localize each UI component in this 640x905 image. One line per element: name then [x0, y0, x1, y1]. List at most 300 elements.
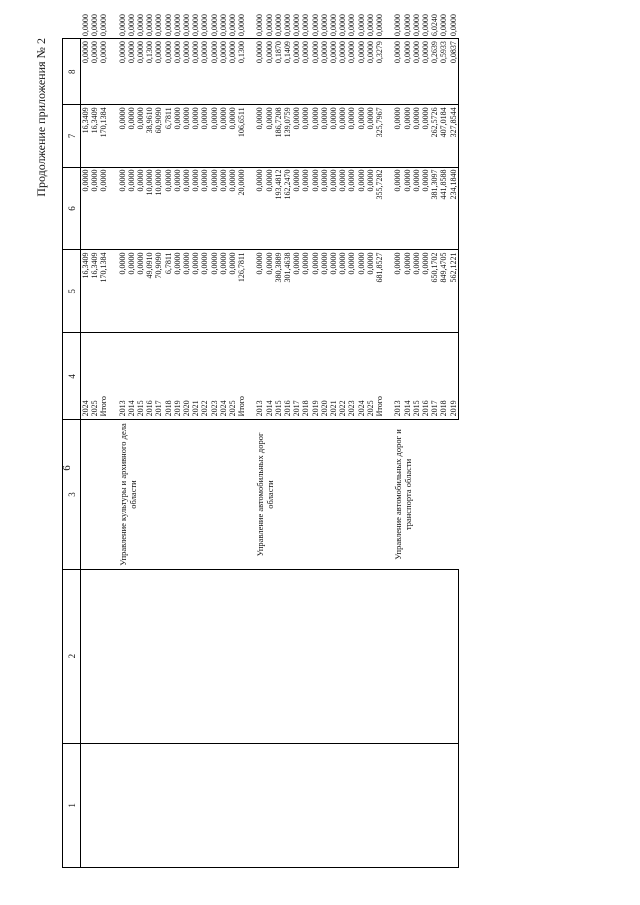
empty-cell — [384, 420, 393, 569]
empty-cell — [246, 105, 255, 167]
value-cell-c5: 0,0000 — [265, 167, 274, 250]
cell-col-2 — [228, 569, 237, 743]
empty-cell — [109, 569, 118, 743]
value-cell-c6: 0,0000 — [320, 105, 329, 167]
appendix-table — [62, 14, 459, 868]
empty-cell — [384, 39, 393, 105]
table-row — [81, 39, 91, 868]
value-cell-c6: 0,0000 — [118, 105, 127, 167]
value-cell-c7: 0,0000 — [136, 39, 145, 105]
value-cell-c7: 0,0000 — [164, 39, 173, 105]
value-cell-c6: 0,0000 — [219, 105, 228, 167]
cell-col-2 — [90, 569, 99, 743]
value-cell-c5: 0,0000 — [366, 167, 375, 250]
value-cell-c7: 0,2639 — [430, 39, 439, 105]
value-cell-c7: 0,0000 — [182, 39, 191, 105]
empty-cell — [109, 39, 118, 105]
value-cell-c5: 0,0000 — [200, 167, 209, 250]
value-cell-c5: 0,0000 — [329, 167, 338, 250]
year-cell: Итого — [99, 333, 108, 420]
cell-col-2 — [164, 569, 173, 743]
cell-col-2 — [81, 569, 91, 743]
value-cell-c4: 0,0000 — [301, 250, 310, 333]
empty-cell — [109, 105, 118, 167]
value-cell-c6: 0,0000 — [329, 105, 338, 167]
cell-col-1 — [430, 743, 439, 867]
year-cell: 2016 — [283, 333, 292, 420]
empty-cell — [246, 743, 255, 867]
value-cell-c4: 0,0000 — [118, 250, 127, 333]
value-cell-c6: 325,7967 — [375, 105, 384, 167]
value-cell-c4: 0,0000 — [329, 250, 338, 333]
value-cell-c7: 0,1300 — [145, 39, 154, 105]
column-header: 7 — [63, 105, 81, 167]
cell-col-2 — [320, 569, 329, 743]
value-cell-c7: 0,0000 — [210, 39, 219, 105]
value-cell-c6: 0,0000 — [210, 105, 219, 167]
value-cell-c6: 0,0000 — [403, 105, 412, 167]
value-cell-c7: 0,0000 — [173, 39, 182, 105]
empty-cell — [246, 167, 255, 250]
value-cell-c7: 0,0000 — [366, 39, 375, 105]
value-cell-c7: 0,1870 — [274, 39, 283, 105]
value-cell-c5: 0,0000 — [182, 167, 191, 250]
value-cell-c4: 0,0000 — [366, 250, 375, 333]
cell-col-2 — [393, 569, 402, 743]
year-cell: 2025 — [90, 333, 99, 420]
value-cell-c4: 0,0000 — [173, 250, 182, 333]
value-cell-c6: 0,0000 — [347, 105, 356, 167]
value-cell-c6: 0,0000 — [357, 105, 366, 167]
year-cell: 2025 — [366, 333, 375, 420]
value-cell-c6: 6,7811 — [164, 105, 173, 167]
value-cell-c6: 0,0000 — [255, 105, 264, 167]
empty-cell — [109, 333, 118, 420]
value-cell-c4: 0,0000 — [421, 250, 430, 333]
year-cell: 2016 — [421, 333, 430, 420]
value-cell-c7: 0,0000 — [191, 39, 200, 105]
column-header: 2 — [63, 569, 81, 743]
value-cell-c5: 10,0000 — [154, 167, 163, 250]
value-cell-c5: 10,0000 — [145, 167, 154, 250]
value-cell-c5: 0,0000 — [311, 167, 320, 250]
column-number-row — [63, 39, 81, 868]
value-cell-c7: 0,1409 — [283, 39, 292, 105]
year-cell: 2013 — [255, 333, 264, 420]
value-cell-c5: 0,0000 — [403, 167, 412, 250]
cell-col-2 — [292, 569, 301, 743]
cell-col-2 — [430, 569, 439, 743]
cell-col-1 — [283, 743, 292, 867]
value-cell-c4: 0,0000 — [200, 250, 209, 333]
cell-col-1 — [393, 743, 402, 867]
cell-col-2 — [127, 569, 136, 743]
value-cell-c4: 170,1384 — [99, 250, 108, 333]
cell-col-2 — [403, 569, 412, 743]
value-cell-c6: 0,0000 — [412, 105, 421, 167]
value-cell-c6: 0,0000 — [182, 105, 191, 167]
value-cell-c6: 170,1384 — [99, 105, 108, 167]
cell-col-2 — [375, 569, 384, 743]
value-cell-c7: 0,0000 — [118, 39, 127, 105]
value-cell-c5: 381,3097 — [430, 167, 439, 250]
value-cell-c4: 0,0000 — [403, 250, 412, 333]
cell-col-2 — [118, 569, 127, 743]
value-cell-c4: 849,4705 — [439, 250, 448, 333]
value-cell-c7: 0,0000 — [421, 39, 430, 105]
value-cell-c7: 0,0000 — [265, 39, 274, 105]
value-cell-c4: 0,0000 — [347, 250, 356, 333]
value-cell-c5: 234,1840 — [449, 167, 459, 250]
value-cell-c6: 0,0000 — [393, 105, 402, 167]
value-cell-c6: 0,0000 — [292, 105, 301, 167]
value-cell-c4: 0,0000 — [182, 250, 191, 333]
value-cell-c4: 0,0000 — [191, 250, 200, 333]
value-cell-c4: 650,1702 — [430, 250, 439, 333]
value-cell-c7: 0,0000 — [90, 39, 99, 105]
value-cell-c6: 0,0000 — [173, 105, 182, 167]
cell-col-2 — [421, 569, 430, 743]
empty-cell — [384, 743, 393, 867]
cell-col-2 — [265, 569, 274, 743]
value-cell-c6: 0,0000 — [301, 105, 310, 167]
value-cell-c7: 0,0000 — [292, 39, 301, 105]
department-name: Управление автомобильных дорог области — [255, 420, 384, 569]
value-cell-c7: 0,0000 — [357, 39, 366, 105]
value-cell-c6: 0,0000 — [191, 105, 200, 167]
cell-col-1 — [154, 743, 163, 867]
cell-col-2 — [99, 569, 108, 743]
value-cell-c6: 16,3409 — [90, 105, 99, 167]
year-cell: 2013 — [118, 333, 127, 420]
year-cell: Итого — [375, 333, 384, 420]
year-cell: 2021 — [191, 333, 200, 420]
cell-col-1 — [412, 743, 421, 867]
cell-col-2 — [210, 569, 219, 743]
value-cell-c7: 0,0000 — [320, 39, 329, 105]
cell-col-2 — [219, 569, 228, 743]
value-cell-c5: 0,0000 — [228, 167, 237, 250]
cell-col-2 — [154, 569, 163, 743]
year-cell: 2019 — [449, 333, 459, 420]
cell-col-2 — [200, 569, 209, 743]
value-cell-c7: 0,0000 — [412, 39, 421, 105]
value-cell-c5: 162,2470 — [283, 167, 292, 250]
year-cell: 2013 — [393, 333, 402, 420]
cell-col-2 — [357, 569, 366, 743]
value-cell-c6: 0,0000 — [127, 105, 136, 167]
year-cell: 2024 — [357, 333, 366, 420]
value-cell-c7: 0,0000 — [255, 39, 264, 105]
value-cell-c6: 0,0000 — [200, 105, 209, 167]
column-header: 5 — [63, 250, 81, 333]
value-cell-c5: 0,0000 — [421, 167, 430, 250]
value-cell-c4: 562,1221 — [449, 250, 459, 333]
value-cell-c5: 0,0000 — [219, 167, 228, 250]
cell-col-1 — [90, 743, 99, 867]
value-cell-c4: 16,3409 — [81, 250, 91, 333]
cell-col-1 — [320, 743, 329, 867]
column-header: 3 — [63, 420, 81, 569]
value-cell-c4: 6,7811 — [164, 250, 173, 333]
value-cell-c4: 0,0000 — [292, 250, 301, 333]
cell-col-2 — [301, 569, 310, 743]
cell-col-1 — [81, 743, 91, 867]
value-cell-c5: 20,0000 — [237, 167, 246, 250]
year-cell: 2025 — [228, 333, 237, 420]
empty-cell — [246, 420, 255, 569]
cell-col-1 — [237, 743, 246, 867]
value-cell-c4: 0,0000 — [255, 250, 264, 333]
value-cell-c4: 0,0000 — [210, 250, 219, 333]
cell-col-2 — [338, 569, 347, 743]
cell-col-1 — [182, 743, 191, 867]
value-cell-c4: 16,3409 — [90, 250, 99, 333]
cell-col-1 — [136, 743, 145, 867]
empty-cell — [109, 743, 118, 867]
year-cell: 2024 — [81, 333, 91, 420]
block-spacer — [109, 39, 118, 868]
empty-cell — [384, 333, 393, 420]
year-cell: Итого — [237, 333, 246, 420]
cell-col-1 — [421, 743, 430, 867]
value-cell-c5: 0,0000 — [292, 167, 301, 250]
value-cell-c5: 0,0000 — [338, 167, 347, 250]
cell-col-1 — [357, 743, 366, 867]
cell-col-1 — [347, 743, 356, 867]
table-row — [255, 39, 264, 868]
value-cell-c7: 0,1300 — [237, 39, 246, 105]
value-cell-c7: 0,0000 — [228, 39, 237, 105]
year-cell: 2022 — [200, 333, 209, 420]
value-cell-c6: 0,0000 — [366, 105, 375, 167]
year-cell: 2021 — [329, 333, 338, 420]
empty-cell — [246, 333, 255, 420]
value-cell-c5: 0,0000 — [191, 167, 200, 250]
column-header: 6 — [63, 167, 81, 250]
value-cell-c5: 0,0000 — [393, 167, 402, 250]
value-cell-c5: 0,0000 — [136, 167, 145, 250]
value-cell-c6: 0,0000 — [421, 105, 430, 167]
value-cell-c4: 0,0000 — [127, 250, 136, 333]
year-cell: 2014 — [403, 333, 412, 420]
rotated-page — [34, 14, 598, 868]
value-cell-c7: 0,0000 — [329, 39, 338, 105]
year-cell: 2020 — [320, 333, 329, 420]
value-cell-c7: 0,0000 — [403, 39, 412, 105]
empty-cell — [384, 167, 393, 250]
year-cell: 2019 — [173, 333, 182, 420]
cell-col-1 — [200, 743, 209, 867]
empty-cell — [246, 250, 255, 333]
value-cell-c7: 0,0000 — [311, 39, 320, 105]
year-cell: 2015 — [136, 333, 145, 420]
year-cell: 2017 — [292, 333, 301, 420]
value-cell-c4: 0,0000 — [136, 250, 145, 333]
value-cell-c4: 0,0000 — [357, 250, 366, 333]
cell-col-2 — [439, 569, 448, 743]
value-cell-c7: 0,0000 — [393, 39, 402, 105]
value-cell-c5: 0,0000 — [301, 167, 310, 250]
value-cell-c4: 0,0000 — [412, 250, 421, 333]
cell-col-2 — [311, 569, 320, 743]
cell-col-1 — [301, 743, 310, 867]
column-header: 4 — [63, 333, 81, 420]
value-cell-c6: 0,0000 — [136, 105, 145, 167]
cell-col-1 — [118, 743, 127, 867]
year-cell: 2023 — [347, 333, 356, 420]
value-cell-c5: 441,8588 — [439, 167, 448, 250]
cell-col-1 — [439, 743, 448, 867]
value-cell-c7: 0,0000 — [219, 39, 228, 105]
value-cell-c7: 0,0000 — [81, 39, 91, 105]
cell-col-1 — [274, 743, 283, 867]
value-cell-c5: 355,7282 — [375, 167, 384, 250]
year-cell: 2017 — [430, 333, 439, 420]
year-cell: 2018 — [439, 333, 448, 420]
continuation-title: Продолжение приложения № 2 — [34, 38, 48, 197]
empty-cell — [109, 420, 118, 569]
value-cell-c6: 0,0000 — [311, 105, 320, 167]
cell-col-1 — [375, 743, 384, 867]
value-cell-c7: 0,0000 — [301, 39, 310, 105]
cell-col-2 — [182, 569, 191, 743]
department-name: Управление культуры и архивного дела области — [118, 420, 247, 569]
column-header: 8 — [63, 39, 81, 105]
value-cell-c4: 0,0000 — [320, 250, 329, 333]
value-cell-c5: 0,0000 — [99, 167, 108, 250]
cell-col-2 — [173, 569, 182, 743]
cell-col-1 — [292, 743, 301, 867]
value-cell-c4: 0,0000 — [311, 250, 320, 333]
value-cell-c7: 0,0000 — [127, 39, 136, 105]
value-cell-c6: 38,9610 — [145, 105, 154, 167]
value-cell-c5: 0,0000 — [90, 167, 99, 250]
cell-col-2 — [145, 569, 154, 743]
year-cell: 2015 — [412, 333, 421, 420]
value-cell-c4: 301,4638 — [283, 250, 292, 333]
table-body — [80, 14, 459, 868]
value-cell-c6: 139,0759 — [283, 105, 292, 167]
value-cell-c4: 70,9090 — [154, 250, 163, 333]
value-cell-c5: 0,0000 — [357, 167, 366, 250]
cell-col-1 — [127, 743, 136, 867]
value-cell-c4: 0,0000 — [228, 250, 237, 333]
value-cell-c6: 186,7208 — [274, 105, 283, 167]
value-cell-c4: 380,3889 — [274, 250, 283, 333]
value-cell-c5: 0,0000 — [127, 167, 136, 250]
empty-cell — [384, 250, 393, 333]
year-cell: 2014 — [127, 333, 136, 420]
value-cell-c4: 681,8527 — [375, 250, 384, 333]
cell-col-1 — [173, 743, 182, 867]
year-cell: 2014 — [265, 333, 274, 420]
year-cell: 2019 — [311, 333, 320, 420]
cell-col-1 — [145, 743, 154, 867]
cell-col-2 — [366, 569, 375, 743]
value-cell-c5: 0,0000 — [81, 167, 91, 250]
cell-col-1 — [164, 743, 173, 867]
cell-col-2 — [283, 569, 292, 743]
value-cell-c6: 262,5726 — [430, 105, 439, 167]
value-cell-c4: 0,0000 — [338, 250, 347, 333]
value-cell-c5: 0,0000 — [164, 167, 173, 250]
value-cell-c6: 327,8544 — [449, 105, 459, 167]
cell-col-1 — [255, 743, 264, 867]
cell-col-1 — [338, 743, 347, 867]
year-cell: 2015 — [274, 333, 283, 420]
cell-col-1 — [228, 743, 237, 867]
year-cell: 2022 — [338, 333, 347, 420]
value-cell-c4: 49,0910 — [145, 250, 154, 333]
value-cell-c6: 0,0000 — [228, 105, 237, 167]
department-name: Управление автомобильных дорог и транспорта области — [393, 420, 458, 569]
value-cell-c7: 0,0837 — [449, 39, 459, 105]
value-cell-c4: 0,0000 — [393, 250, 402, 333]
value-cell-c4: 0,0000 — [265, 250, 274, 333]
value-cell-c6: 0,0000 — [265, 105, 274, 167]
table-row — [393, 39, 402, 868]
value-cell-c6: 16,3409 — [81, 105, 91, 167]
year-cell: 2023 — [210, 333, 219, 420]
value-cell-c6: 407,0184 — [439, 105, 448, 167]
block-spacer — [384, 39, 393, 868]
year-cell: 2016 — [145, 333, 154, 420]
value-cell-c5: 0,0000 — [320, 167, 329, 250]
cell-col-1 — [366, 743, 375, 867]
value-cell-c5: 0,0000 — [412, 167, 421, 250]
cell-col-1 — [265, 743, 274, 867]
value-cell-c6: 106,6511 — [237, 105, 246, 167]
value-cell-c7: 0,3279 — [375, 39, 384, 105]
cell-col-1 — [191, 743, 200, 867]
cell-col-2 — [191, 569, 200, 743]
column-header: 1 — [63, 743, 81, 867]
year-cell: 2020 — [182, 333, 191, 420]
value-cell-c7: 0,5933 — [439, 39, 448, 105]
value-cell-c6: 0,0000 — [338, 105, 347, 167]
cell-col-2 — [274, 569, 283, 743]
year-cell: 2018 — [301, 333, 310, 420]
block-spacer — [246, 39, 255, 868]
year-cell: 2017 — [154, 333, 163, 420]
empty-cell — [246, 39, 255, 105]
cell-col-2 — [255, 569, 264, 743]
value-cell-c7: 0,0000 — [200, 39, 209, 105]
value-cell-c4: 126,7811 — [237, 250, 246, 333]
empty-cell — [109, 167, 118, 250]
empty-cell — [246, 569, 255, 743]
value-cell-c5: 193,4812 — [274, 167, 283, 250]
cell-col-1 — [99, 743, 108, 867]
department-name — [81, 420, 109, 569]
value-cell-c5: 0,0000 — [173, 167, 182, 250]
cell-col-2 — [449, 569, 459, 743]
cell-col-1 — [403, 743, 412, 867]
cell-col-2 — [136, 569, 145, 743]
year-cell: 2018 — [164, 333, 173, 420]
year-cell: 2024 — [219, 333, 228, 420]
value-cell-c5: 0,0000 — [118, 167, 127, 250]
value-cell-c6: 60,9090 — [154, 105, 163, 167]
empty-cell — [109, 250, 118, 333]
value-cell-c7: 0,0000 — [99, 39, 108, 105]
value-cell-c7: 0,0000 — [154, 39, 163, 105]
cell-col-1 — [210, 743, 219, 867]
table-row — [118, 39, 127, 868]
cell-col-1 — [219, 743, 228, 867]
cell-col-1 — [311, 743, 320, 867]
